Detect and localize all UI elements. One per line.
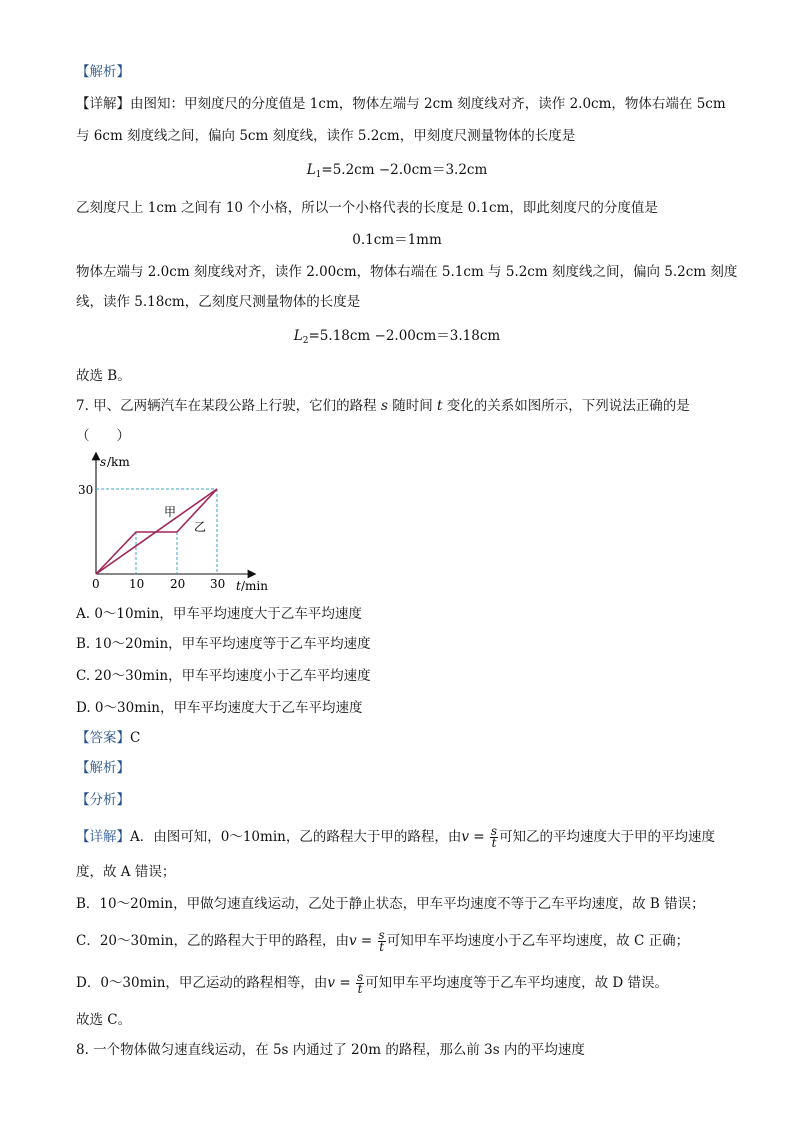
formula-eq: =: [356, 933, 377, 949]
q7-stem-c: 变化的关系如图所示，下列说法正确的是: [442, 398, 690, 414]
detail-line-4: 物体左端与 2.0cm 刻度线对齐，读作 2.00cm，物体右端在 5.1cm 与 5.2cm 刻度线之间，偏向 5.2cm 刻度: [76, 264, 738, 280]
x-axis-label-var: t: [236, 579, 241, 593]
formula-fraction: [356, 972, 364, 995]
eq1-rest: =5.2cm −2.0cm＝3.2cm: [321, 162, 488, 178]
q7-stem: [76, 396, 726, 416]
origin-label: 0: [92, 577, 100, 591]
x-tick-10: 10: [129, 577, 145, 591]
equation-unit: 0.1cm＝1mm: [352, 232, 442, 248]
detail-a-part2: 可知乙的平均速度大于甲的平均速度: [499, 829, 716, 845]
formula-eq: =: [468, 829, 489, 845]
formula-eq: =: [335, 975, 355, 991]
q7-detail-c: [76, 930, 726, 953]
equation-l2: [0, 326, 794, 351]
q7-stem-a: 7. 甲、乙两辆汽车在某段公路上行驶，它们的路程: [76, 398, 381, 414]
detail-line-1: 【详解】由图知：甲刻度尺的分度值是 1cm，物体左端与 2cm 刻度线对齐，读作 2.0cm，物体右端在 5cm: [76, 96, 726, 112]
q7-stem-t: t: [437, 398, 443, 414]
answer-value: C: [130, 730, 141, 746]
formula-den: t: [491, 836, 497, 850]
detail-d-part2: 可知甲车平均速度等于乙车平均速度，故 D 错误。: [365, 975, 669, 991]
formula-v: v: [461, 829, 469, 845]
detail-line-3: 乙刻度尺上 1cm 之间有 10 个小格，所以一个小格代表的长度是 0.1cm，即此刻度尺的分度值是: [76, 200, 658, 216]
formula-den: t: [379, 940, 385, 954]
eq1-var: L: [306, 162, 316, 178]
formula-num: s: [490, 824, 498, 838]
q7-option-a: A. 0～10min，甲车平均速度大于乙车平均速度: [76, 606, 362, 622]
detail-c-part1: C．20～30min，乙的路程大于甲的路程，由: [76, 933, 349, 949]
detail-line-2: 与 6cm 刻度线之间，偏向 5cm 刻度线，读作 5.2cm，甲刻度尺测量物体的长度是: [76, 128, 576, 144]
q7-detail-a-cont: 度，故 A 错误；: [76, 864, 176, 880]
q7-option-b: B. 10～20min，甲车平均速度等于乙车平均速度: [76, 636, 371, 652]
q7-paren: （ ）: [76, 428, 130, 444]
label-jia: 甲: [164, 505, 177, 519]
x-tick-30: 30: [210, 577, 226, 591]
q7-option-c: C. 20～30min，甲车平均速度小于乙车平均速度: [76, 668, 371, 684]
q7-option-d: D. 0～30min，甲车平均速度大于乙车平均速度: [76, 700, 363, 716]
analysis-tag: 【解析】: [76, 64, 130, 80]
eq3-sub: 2: [302, 336, 309, 346]
x-tick-20: 20: [170, 577, 186, 591]
y-axis-label-unit: /km: [107, 455, 130, 469]
formula-num: s: [378, 928, 385, 942]
eq3-var: L: [293, 328, 303, 344]
q7-stem-s: s: [380, 398, 388, 414]
q7-stem-b: 随时间: [387, 398, 437, 414]
detail-a-part1: A．由图可知，0～10min，乙的路程大于甲的路程，由: [130, 829, 462, 845]
q7-analysis-tag: 【解析】: [76, 760, 130, 776]
formula-v: v: [349, 933, 357, 949]
detail-d-part1: D．0～30min，甲乙运动的路程相等，由: [76, 975, 328, 991]
eq3-rest: =5.18cm −2.00cm＝3.18cm: [308, 328, 501, 344]
y-tick-30: 30: [78, 483, 94, 497]
q7-answer: [76, 728, 726, 748]
detail-c-part2: 可知甲车平均速度小于乙车平均速度，故 C 正确；: [386, 933, 690, 949]
q8-stem: 8. 一个物体做匀速直线运动，在 5s 内通过了 20m 的路程，那么前 3s 内的平均速度: [76, 1042, 585, 1058]
q7-detail-b: B．10～20min，甲做匀速直线运动，乙处于静止状态，甲车平均速度不等于乙车平均速度，故 B 错误；: [76, 896, 705, 912]
q7-fenxi-tag: 【分析】: [76, 792, 130, 808]
formula-den: t: [357, 982, 363, 996]
formula-num: s: [356, 970, 364, 984]
formula-fraction: [378, 930, 386, 953]
eq1-sub: 1: [315, 170, 322, 180]
choose-c: 故选 C。: [76, 1012, 132, 1028]
formula-v: v: [327, 975, 336, 991]
choose-b: 故选 B。: [76, 368, 131, 384]
q7-detail-a: [76, 826, 726, 849]
answer-tag: 【答案】: [76, 730, 130, 746]
detail-tag: 【详解】: [76, 829, 130, 845]
label-yi: 乙: [194, 520, 207, 534]
equation-l1: [0, 160, 794, 185]
y-axis-label-var: s: [100, 455, 107, 469]
detail-line-5: 线，读作 5.18cm，乙刻度尺测量物体的长度是: [76, 294, 361, 310]
x-axis-label-unit: /min: [241, 579, 268, 593]
distance-time-graph: [76, 450, 276, 598]
formula-fraction: [490, 826, 498, 849]
q7-detail-d: [76, 972, 726, 995]
